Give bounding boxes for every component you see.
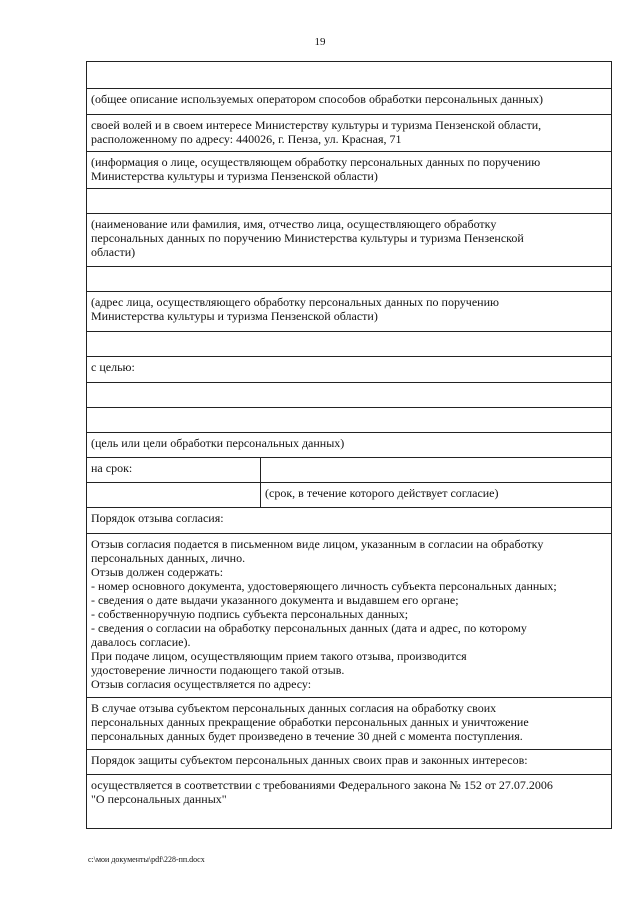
- rights-header-text: Порядок защиты субъектом персональных данных своих прав и законных интересов:: [91, 753, 528, 767]
- table-row: [87, 408, 612, 433]
- blank-field[interactable]: [87, 408, 612, 433]
- processor-info-line: Министерства культуры и туризма Пензенской области): [91, 169, 378, 183]
- consent-form-table: [86, 61, 612, 829]
- table-row: [87, 115, 612, 152]
- revocation-header: [87, 508, 612, 534]
- term-caption: [261, 483, 612, 508]
- consent-recipient-cell: [87, 115, 612, 152]
- table-row: [87, 383, 612, 408]
- revocation-header-text: Порядок отзыва согласия:: [91, 511, 224, 525]
- term-caption-text: (срок, в течение которого действует согласие): [265, 486, 499, 500]
- revocation-line: удостоверение личности подающего такой отзыв.: [91, 663, 345, 677]
- methods-caption-text: (общее описание используемых оператором способов обработки персональных данных): [91, 92, 544, 106]
- table-row: [87, 152, 612, 189]
- table-row: [87, 458, 612, 483]
- withdrawal-line: персональных данных будет произведено в течение 30 дней с момента поступления.: [91, 729, 523, 743]
- revocation-line: Отзыв согласия осуществляется по адресу:: [91, 677, 312, 691]
- revocation-line: - номер основного документа, удостоверяющего личность субъекта персональных данных;: [91, 579, 557, 593]
- table-row: [87, 508, 612, 534]
- revocation-line: персональных данных, лично.: [91, 551, 246, 565]
- withdrawal-line: В случае отзыва субъектом персональных данных согласия на обработку своих: [91, 701, 497, 715]
- term-label: [87, 458, 261, 483]
- processor-name-line: персональных данных по поручению Министерства культуры и туризма Пензенской: [91, 231, 524, 245]
- rights-line: осуществляется в соответствии с требованиями Федерального закона № 152 от 27.07.2006: [91, 778, 553, 792]
- revocation-line: Отзыв согласия подается в письменном виде лицом, указанным в согласии на обработку: [91, 537, 544, 551]
- processor-address-caption: [87, 292, 612, 332]
- rights-line: "О персональных данных": [91, 792, 227, 806]
- table-row: [87, 292, 612, 332]
- term-value-field[interactable]: [261, 458, 612, 483]
- processor-info-line: (информация о лице, осуществляющем обработку персональных данных по поручению: [91, 155, 541, 169]
- processor-name-line: области): [91, 245, 136, 259]
- table-row: [87, 483, 612, 508]
- processor-info-caption: [87, 152, 612, 189]
- table-row: [87, 62, 612, 89]
- table-row: [87, 750, 612, 775]
- table-row: [87, 775, 612, 829]
- purpose-label-text: с целью:: [91, 360, 135, 374]
- blank-field[interactable]: [87, 383, 612, 408]
- purpose-caption-text: (цель или цели обработки персональных данных): [91, 436, 345, 450]
- table-row: [87, 89, 612, 115]
- blank-field[interactable]: [87, 267, 612, 292]
- table-row: [87, 357, 612, 383]
- withdrawal-line: персональных данных прекращение обработки персональных данных и уничтожение: [91, 715, 529, 729]
- footer-file-path: c:\мои документы\pdf\228-пп.docx: [88, 855, 205, 864]
- rights-header: [87, 750, 612, 775]
- table-row: [87, 433, 612, 458]
- purpose-label: [87, 357, 612, 383]
- revocation-line: При подаче лицом, осуществляющим прием такого отзыва, производится: [91, 649, 467, 663]
- revocation-line: Отзыв должен содержать:: [91, 565, 224, 579]
- table-row: [87, 534, 612, 698]
- processor-name-caption: [87, 214, 612, 267]
- revocation-line: - собственноручную подпись субъекта персональных данных;: [91, 607, 409, 621]
- revocation-body: [87, 534, 612, 698]
- revocation-line: - сведения о дате выдачи указанного документа и выдавшем его органе;: [91, 593, 459, 607]
- blank-field[interactable]: [87, 62, 612, 89]
- methods-caption: [87, 89, 612, 115]
- table-row: [87, 698, 612, 750]
- consent-line: расположенному по адресу: 440026, г. Пенза, ул. Красная, 71: [91, 132, 402, 146]
- consent-line: своей волей и в своем интересе Министерству культуры и туризма Пензенской области,: [91, 118, 542, 132]
- purpose-caption: [87, 433, 612, 458]
- table-row: [87, 214, 612, 267]
- processor-address-line: (адрес лица, осуществляющего обработку персональных данных по поручению: [91, 295, 499, 309]
- withdrawal-effect: [87, 698, 612, 750]
- blank-field[interactable]: [87, 189, 612, 214]
- revocation-line: - сведения о согласии на обработку персональных данных (дата и адрес, по которому: [91, 621, 527, 635]
- revocation-line: давалось согласие).: [91, 635, 191, 649]
- processor-address-line: Министерства культуры и туризма Пензенской области): [91, 309, 378, 323]
- table-row: [87, 189, 612, 214]
- rights-body: [87, 775, 612, 829]
- processor-name-line: (наименование или фамилия, имя, отчество лица, осуществляющего обработку: [91, 217, 497, 231]
- table-row: [87, 267, 612, 292]
- term-blank-field[interactable]: [87, 483, 261, 508]
- blank-field[interactable]: [87, 332, 612, 357]
- term-label-text: на срок:: [91, 461, 133, 475]
- table-row: [87, 332, 612, 357]
- page-number: 19: [314, 36, 326, 48]
